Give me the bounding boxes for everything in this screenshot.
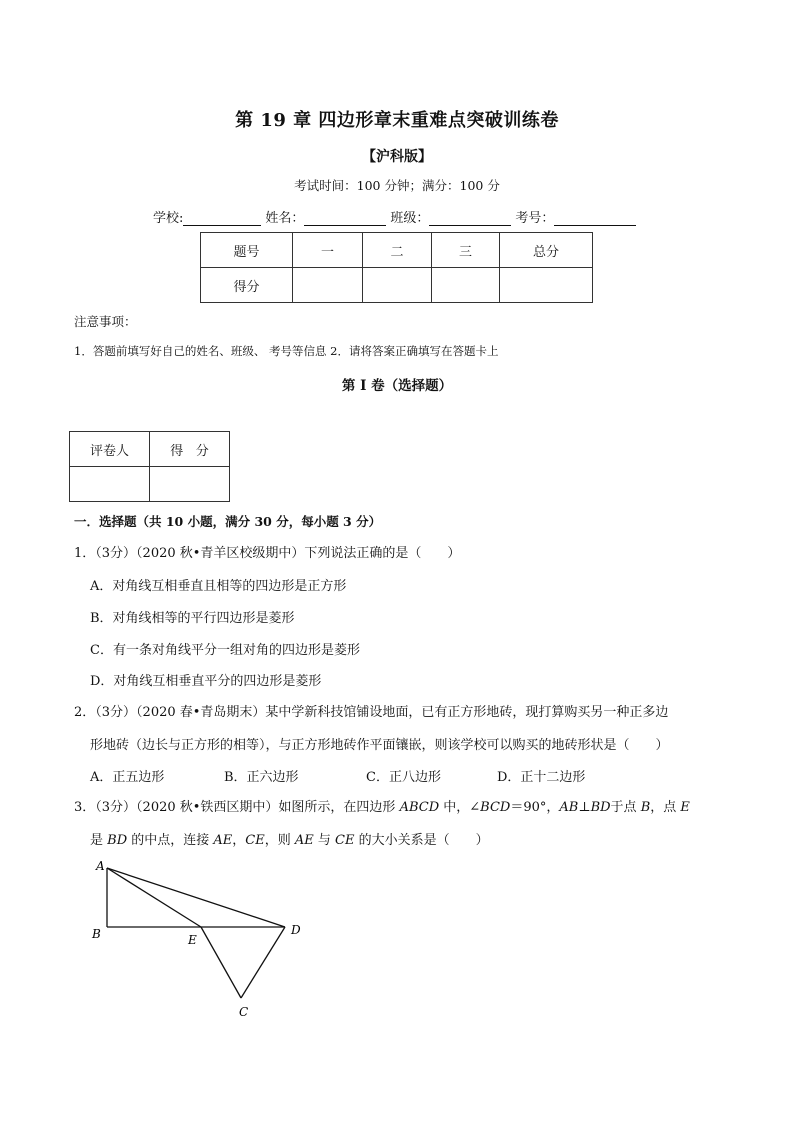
question-2-option-a[interactable]: A．正五边形: [90, 770, 165, 785]
question-2-option-b[interactable]: B．正六边形: [224, 770, 299, 785]
q3-text: ⊥: [578, 800, 591, 815]
grader-cell[interactable]: [70, 467, 150, 502]
edition-label: 【沪科版】: [362, 149, 432, 165]
segment-ec: [201, 927, 241, 998]
name-blank[interactable]: [304, 211, 386, 226]
point-c-label: C: [239, 1005, 249, 1019]
exam-info: 考试时间：100 分钟；满分：100 分: [294, 178, 500, 193]
score-header-cell: 题号: [201, 233, 293, 268]
q3-var: E: [680, 800, 690, 815]
question-1-option-c[interactable]: C．有一条对角线平分一组对角的四边形是菱形: [90, 643, 360, 658]
score-cell[interactable]: [432, 268, 500, 303]
score-header-cell: 三: [432, 233, 500, 268]
grader-header-cell: 评卷人: [70, 432, 150, 467]
question-2-stem-continued: 形地砖（边长与正方形的相等），与正方形地砖作平面镶嵌，则该学校可以购买的地砖形状是（ ）: [90, 738, 669, 753]
question-1-stem: 1．（3分）（2020 秋•青羊区校级期中）下列说法正确的是（ ）: [74, 546, 461, 561]
q3-var: AE: [213, 833, 233, 848]
score-cell[interactable]: [293, 268, 363, 303]
question-2-stem: 2．（3分）（2020 春•青岛期末）某中学新科技馆铺设地面，已有正方形地砖，现打算购买另一种正多边: [74, 705, 669, 720]
q3-text: 的大小关系是（ ）: [354, 833, 489, 848]
score-cell[interactable]: [363, 268, 432, 303]
q3-var: B: [640, 800, 651, 815]
school-label: 学校:: [153, 211, 184, 226]
question-2-option-c[interactable]: C．正八边形: [366, 770, 441, 785]
question-1-option-a[interactable]: A．对角线互相垂直且相等的四边形是正方形: [90, 579, 347, 594]
q3-text: 于点: [610, 800, 641, 815]
number-label: 考号：: [515, 211, 555, 226]
segment-dc: [241, 927, 285, 998]
q3-var: BD: [107, 833, 128, 848]
score-header-cell: 一: [293, 233, 363, 268]
question-1-option-d[interactable]: D．对角线互相垂直平分的四边形是菱形: [90, 674, 322, 689]
q3-text: ，: [232, 833, 246, 848]
score-header-cell: 二: [363, 233, 432, 268]
q3-var: AB: [559, 800, 579, 815]
point-d-label: D: [291, 923, 301, 937]
point-e-label: E: [188, 933, 197, 947]
grader-table: [69, 431, 230, 502]
question-2-option-d[interactable]: D．正十二边形: [497, 770, 586, 785]
score-table: [200, 232, 593, 303]
q3-var: ABCD: [399, 800, 440, 815]
segment-ae: [107, 868, 201, 927]
q3-text: ，点: [650, 800, 681, 815]
segment-ad: [107, 868, 285, 927]
grader-input-row: [70, 467, 230, 502]
student-info-fields: [153, 207, 640, 226]
school-blank[interactable]: [183, 211, 261, 226]
score-table-score-row: [201, 268, 593, 303]
score-cell[interactable]: [500, 268, 593, 303]
question-3-stem: [74, 798, 690, 818]
volume-title: 第 I 卷（选择题）: [341, 378, 453, 394]
q3-var: CE: [245, 833, 265, 848]
number-blank[interactable]: [554, 211, 636, 226]
q3-var: BD: [590, 800, 611, 815]
q3-text: ，则: [264, 833, 295, 848]
q3-text: 中，∠: [439, 800, 481, 815]
grader-header-cell: 得 分: [150, 432, 230, 467]
document-title: 第 19 章 四边形章末重难点突破训练卷: [235, 110, 559, 131]
notes-title: 注意事项：: [74, 314, 137, 329]
q3-var: AE: [294, 833, 314, 848]
q3-text: ＝90°，: [510, 800, 560, 815]
q3-text: 3．（3分）（2020 秋•铁西区期中）如图所示，在四边形: [74, 800, 400, 815]
question-3-stem-continued: [90, 829, 489, 848]
q3-text: 的中点，连接: [127, 833, 214, 848]
point-b-label: B: [92, 927, 101, 941]
q3-var: CE: [335, 833, 355, 848]
quadrilateral-figure: [80, 850, 320, 1025]
score-table-header-row: [201, 233, 593, 268]
notes-body: 1．答题前填写好自己的姓名、班级、 考号等信息 2．请将答案正确填写在答题卡上: [74, 344, 499, 358]
section-title: 一．选择题（共 10 小题，满分 30 分，每小题 3 分）: [74, 514, 382, 529]
name-label: 姓名：: [265, 211, 305, 226]
score-row-label: 得分: [201, 268, 293, 303]
q3-text: 与: [313, 833, 336, 848]
point-a-label: A: [96, 859, 105, 873]
q3-text: 是: [90, 833, 108, 848]
class-label: 班级：: [390, 211, 430, 226]
class-blank[interactable]: [429, 211, 511, 226]
score-header-cell: 总分: [500, 233, 593, 268]
grader-header-row: [70, 432, 230, 467]
question-1-option-b[interactable]: B．对角线相等的平行四边形是菱形: [90, 611, 295, 626]
grader-score-cell[interactable]: [150, 467, 230, 502]
q3-var: BCD: [480, 800, 511, 815]
